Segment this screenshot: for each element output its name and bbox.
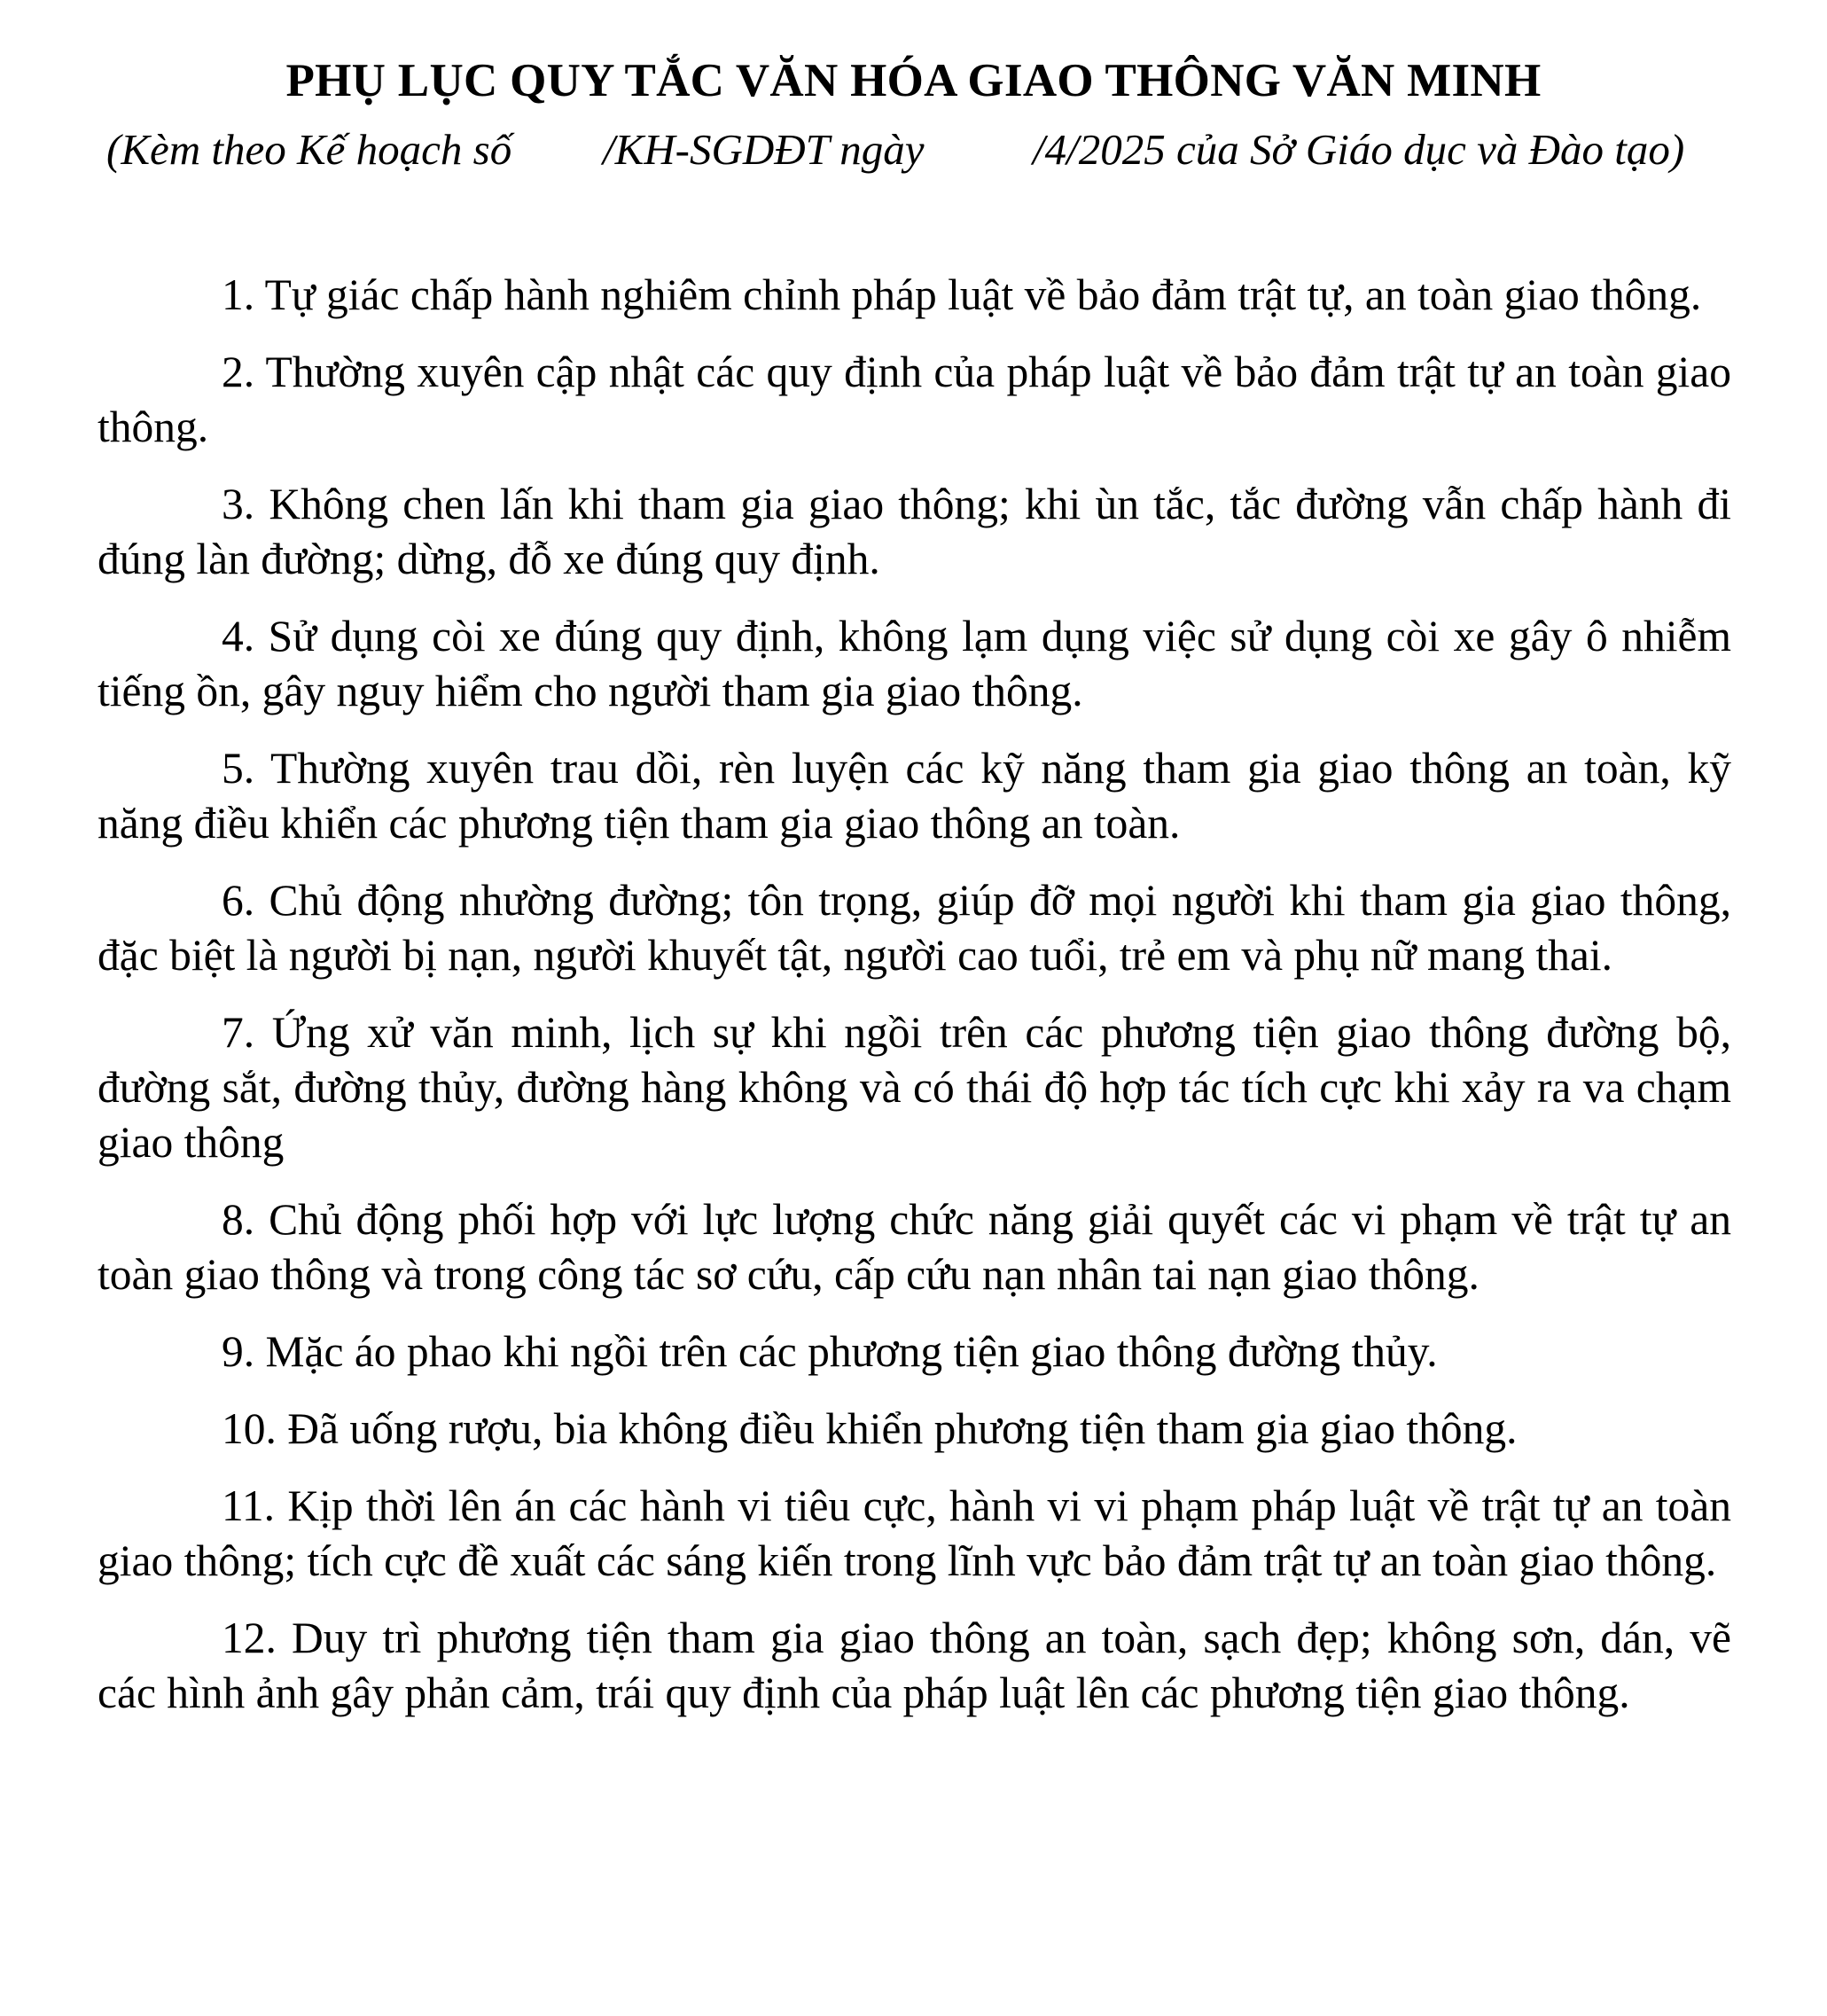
document-body — [98, 268, 1731, 1743]
rule-item-4: 4. Sử dụng còi xe đúng quy định, không lạm dụng việc sử dụng còi xe gây ô nhiễm tiếng ồn, gây nguy hiểm cho người tham gia giao thông. — [98, 612, 1731, 715]
rule-item-9: 9. Mặc áo phao khi ngồi trên các phương tiện giao thông đường thủy. — [222, 1327, 1438, 1376]
rule-item-8: 8. Chủ động phối hợp với lực lượng chức năng giải quyết các vi phạm về trật tự an toàn giao thông và trong công tác sơ cứu, cấp cứu nạn nhân tai nạn giao thông. — [98, 1195, 1731, 1299]
rule-item-12: 12. Duy trì phương tiện tham gia giao thông an toàn, sạch đẹp; không sơn, dán, vẽ các hình ảnh gây phản cảm, trái quy định của pháp luật lên các phương tiện giao thông. — [98, 1614, 1731, 1717]
subtitle-plan-number: (Kèm theo Kế hoạch số — [106, 125, 512, 174]
document-title: PHỤ LỤC QUY TẮC VĂN HÓA GIAO THÔNG VĂN MINH — [285, 55, 1542, 106]
rule-item-2: 2. Thường xuyên cập nhật các quy định của pháp luật về bảo đảm trật tự an toàn giao thông. — [98, 348, 1731, 451]
rule-item-11: 11. Kịp thời lên án các hành vi tiêu cực, hành vi vi phạm pháp luật về trật tự an toàn giao thông; tích cực đề xuất các sáng kiến trong lĩnh vực bảo đảm trật tự an toàn giao thông. — [98, 1481, 1731, 1585]
rule-item-7: 7. Ứng xử văn minh, lịch sự khi ngồi trên các phương tiện giao thông đường bộ, đường sắt, đường thủy, đường hàng không và có thái độ hợp tác tích cực khi xảy ra va chạm giao thông — [98, 1008, 1731, 1167]
rule-item-3: 3. Không chen lấn khi tham gia giao thông; khi ùn tắc, tắc đường vẫn chấp hành đi đúng làn đường; dừng, đỗ xe đúng quy định. — [98, 480, 1731, 583]
subtitle-issuer: /4/2025 của Sở Giáo dục và Đào tạo) — [1033, 125, 1685, 174]
rule-item-6: 6. Chủ động nhường đường; tôn trọng, giúp đỡ mọi người khi tham gia giao thông, đặc biệt là người bị nạn, người khuyết tật, người cao tuổi, trẻ em và phụ nữ mang thai. — [98, 876, 1731, 980]
subtitle-plan-code-date: /KH-SGDĐT ngày — [603, 125, 925, 174]
rule-item-10: 10. Đã uống rượu, bia không điều khiển phương tiện tham gia giao thông. — [222, 1404, 1518, 1453]
rule-item-5: 5. Thường xuyên trau dồi, rèn luyện các kỹ năng tham gia giao thông an toàn, kỹ năng điều khiển các phương tiện tham gia giao thông an toàn. — [98, 744, 1731, 848]
rule-item-1: 1. Tự giác chấp hành nghiêm chỉnh pháp luật về bảo đảm trật tự, an toàn giao thông. — [222, 270, 1702, 319]
document-subtitle — [106, 121, 1729, 179]
